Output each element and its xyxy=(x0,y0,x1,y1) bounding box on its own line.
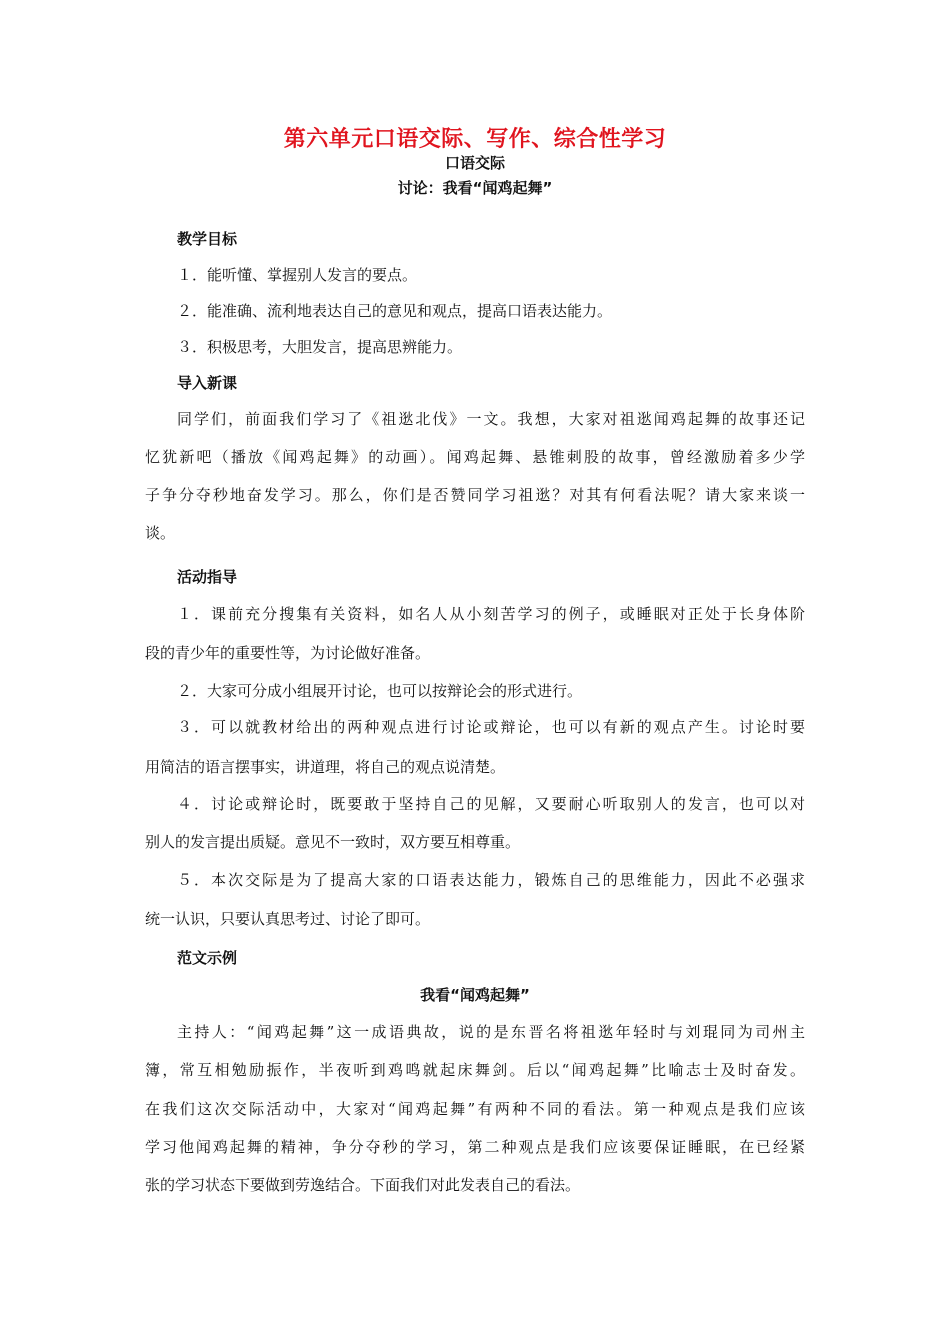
paragraph-line: 别人的发言提出质疑。意见不一致时，双方要互相尊重。 xyxy=(145,833,521,851)
paragraph-line: 张的学习状态下要做到劳逸结合。下面我们对此发表自己的看法。 xyxy=(145,1176,581,1194)
section-heading-intro: 导入新课 xyxy=(177,374,238,392)
paragraph-line: 在我们这次交际活动中，大家对“闻鸡起舞”有两种不同的看法。第一种观点是我们应该 xyxy=(145,1100,805,1118)
paragraph-line: ５．本次交际是为了提高大家的口语表达能力，锻炼自己的思维能力，因此不必强求 xyxy=(177,871,805,889)
document-title: 第六单元口语交际、写作、综合性学习 xyxy=(283,127,667,152)
document-topic: 讨论：我看“闻鸡起舞” xyxy=(397,179,553,197)
paragraph-line: 学习他闻鸡起舞的精神，争分夺秒的学习，第二种观点是我们应该要保证睡眠，在已经紧 xyxy=(145,1138,805,1156)
section-heading-goals: 教学目标 xyxy=(177,230,238,248)
goal-item: １．能听懂、掌握别人发言的要点。 xyxy=(177,266,418,284)
paragraph-line: 簿，常互相勉励振作，半夜听到鸡鸣就起床舞剑。后以“闻鸡起舞”比喻志士及时奋发。 xyxy=(145,1061,805,1079)
paragraph-line: 段的青少年的重要性等，为讨论做好准备。 xyxy=(145,644,431,662)
document-subtitle: 口语交际 xyxy=(444,154,505,172)
paragraph-line: ２．大家可分成小组展开讨论，也可以按辩论会的形式进行。 xyxy=(177,682,583,700)
paragraph-line: 忆犹新吧（播放《闻鸡起舞》的动画）。闻鸡起舞、悬锥刺股的故事，曾经激励着多少学 xyxy=(145,448,805,466)
paragraph-line: 统一认识，只要认真思考过、讨论了即可。 xyxy=(145,910,431,928)
paragraph-line: ３．可以就教材给出的两种观点进行讨论或辩论，也可以有新的观点产生。讨论时要 xyxy=(177,718,805,736)
paragraph-line: １．课前充分搜集有关资料，如名人从小刻苦学习的例子，或睡眠对正处于长身体阶 xyxy=(177,605,805,623)
paragraph-line: 子争分夺秒地奋发学习。那么，你们是否赞同学习祖逖？对其有何看法呢？请大家来谈一 xyxy=(145,486,805,504)
paragraph-line: 同学们，前面我们学习了《祖逖北伐》一文。我想，大家对祖逖闻鸡起舞的故事还记 xyxy=(177,410,805,428)
goal-item: ２．能准确、流利地表达自己的意见和观点，提高口语表达能力。 xyxy=(177,302,613,320)
section-heading-guide: 活动指导 xyxy=(177,568,238,586)
essay-title: 我看“闻鸡起舞” xyxy=(420,986,530,1004)
paragraph-line: 谈。 xyxy=(145,524,176,542)
paragraph-line: ４．讨论或辩论时，既要敢于坚持自己的见解，又要耐心听取别人的发言，也可以对 xyxy=(177,795,805,813)
paragraph-line: 用简洁的语言摆事实，讲道理，将自己的观点说清楚。 xyxy=(145,758,506,776)
goal-item: ３．积极思考，大胆发言，提高思辨能力。 xyxy=(177,338,463,356)
section-heading-example: 范文示例 xyxy=(177,949,238,967)
paragraph-line: 主持人：“闻鸡起舞”这一成语典故，说的是东晋名将祖逖年轻时与刘琨同为司州主 xyxy=(177,1023,805,1041)
